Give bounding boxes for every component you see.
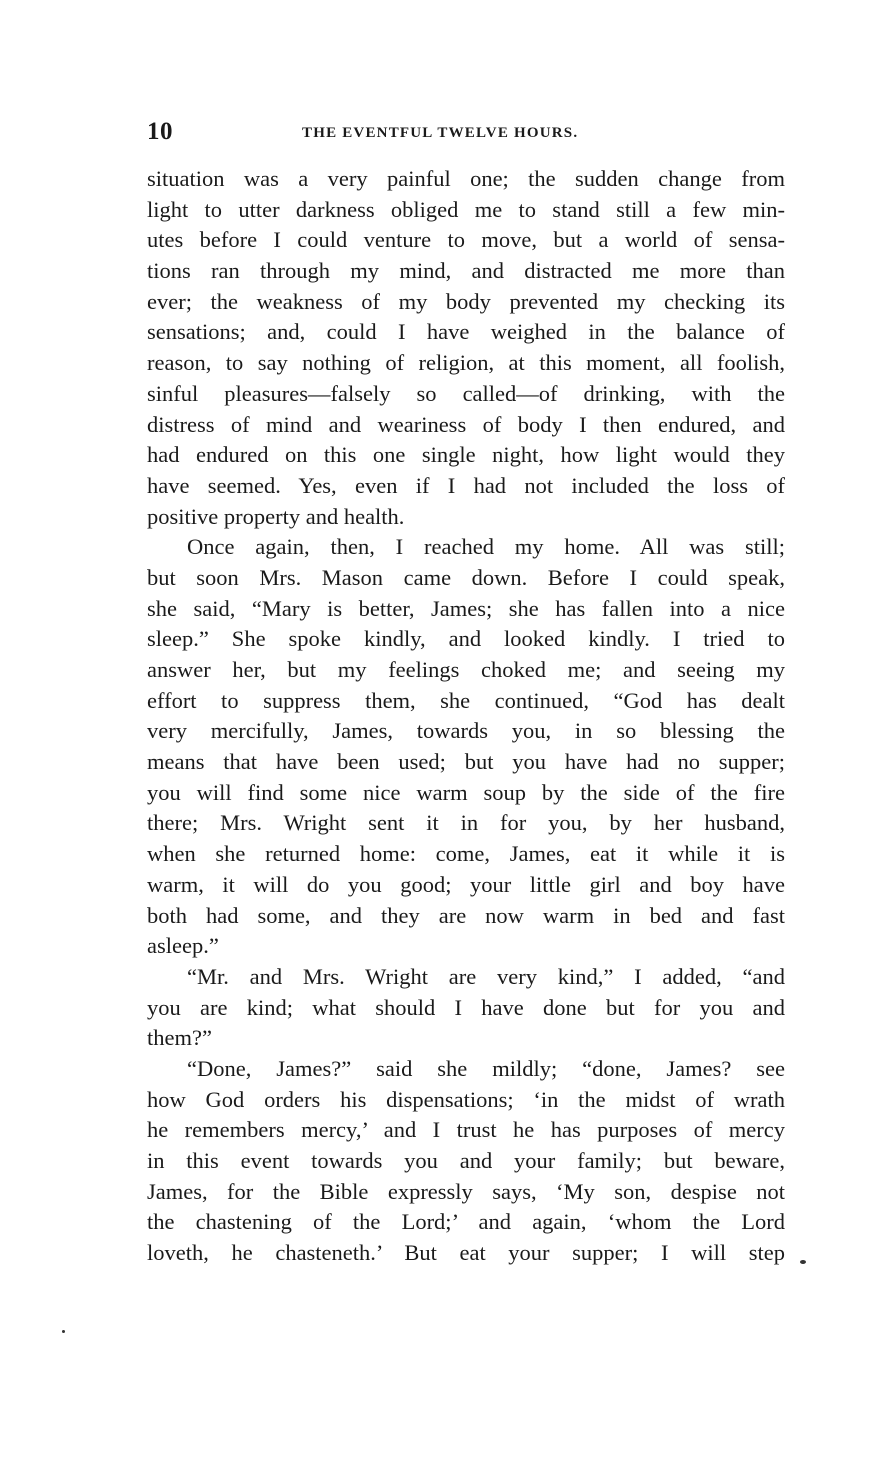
- text-line: James, for the Bible expressly says, ‘My son, despise not: [147, 1178, 785, 1204]
- text-line: how God orders his dispensations; ‘in the midst of wrath: [147, 1086, 785, 1112]
- text-line: light to utter darkness obliged me to stand still a few min-: [147, 196, 785, 222]
- text-line: answer her, but my feelings choked me; and seeing my: [147, 657, 785, 682]
- running-title: THE EVENTFUL TWELVE HOURS.: [302, 125, 579, 141]
- text-line: sensations; and, could I have weighed in the balance of: [147, 319, 785, 345]
- scan-speck: [800, 1260, 806, 1264]
- text-line: she said, “Mary is better, James; she has fallen into a nice: [147, 595, 785, 621]
- text-line: ever; the weakness of my body prevented my checking its: [147, 288, 785, 314]
- paragraph-end-line: positive property and health.: [147, 503, 405, 529]
- paragraph-end-line: asleep.”: [147, 933, 219, 959]
- text-line: had endured on this one single night, how light would they: [147, 442, 785, 468]
- running-head: [147, 118, 785, 150]
- text-line: have seemed. Yes, even if I had not included the loss of: [147, 472, 785, 498]
- text-line: sinful pleasures—falsely so called—of drinking, with the: [147, 380, 785, 406]
- text-line: there; Mrs. Wright sent it in for you, by her husband,: [147, 810, 785, 836]
- text-line: sleep.” She spoke kindly, and looked kindly. I tried to: [147, 626, 785, 652]
- text-line: situation was a very painful one; the sudden change from: [147, 166, 785, 191]
- text-line: you will find some nice warm soup by the side of the fire: [147, 779, 785, 805]
- text-line: distress of mind and weariness of body I then endured, and: [147, 411, 785, 437]
- text-line: you are kind; what should I have done but for you and: [147, 994, 785, 1020]
- page-number: 10: [147, 118, 173, 145]
- text-line: but soon Mrs. Mason came down. Before I could speak,: [147, 564, 785, 590]
- paragraph-start-line: Once again, then, I reached my home. All was still;: [187, 534, 785, 560]
- text-line: tions ran through my mind, and distracted me more than: [147, 258, 785, 284]
- text-line: reason, to say nothing of religion, at this moment, all foolish,: [147, 350, 785, 376]
- text-line: loveth, he chasteneth.’ But eat your supper; I will step: [147, 1240, 785, 1266]
- text-line: means that have been used; but you have had no supper;: [147, 749, 785, 775]
- text-line: the chastening of the Lord;’ and again, ‘whom the Lord: [147, 1209, 785, 1235]
- text-line: when she returned home: come, James, eat it while it is: [147, 841, 785, 867]
- body-text: [147, 164, 785, 1269]
- text-line: he remembers mercy,’ and I trust he has purposes of mercy: [147, 1117, 785, 1143]
- paragraph-end-line: them?”: [147, 1025, 212, 1051]
- scan-speck: [62, 1330, 65, 1333]
- text-line: both had some, and they are now warm in bed and fast: [147, 902, 785, 928]
- paragraph-start-line: “Mr. and Mrs. Wright are very kind,” I added, “and: [187, 963, 785, 989]
- paragraph-start-line: “Done, James?” said she mildly; “done, James? see: [187, 1055, 785, 1081]
- text-line: warm, it will do you good; your little girl and boy have: [147, 871, 785, 897]
- text-line: utes before I could venture to move, but a world of sensa-: [147, 227, 785, 253]
- text-line: effort to suppress them, she continued, “God has dealt: [147, 687, 785, 713]
- text-line: in this event towards you and your family; but beware,: [147, 1148, 785, 1173]
- text-line: very mercifully, James, towards you, in so blessing the: [147, 718, 785, 744]
